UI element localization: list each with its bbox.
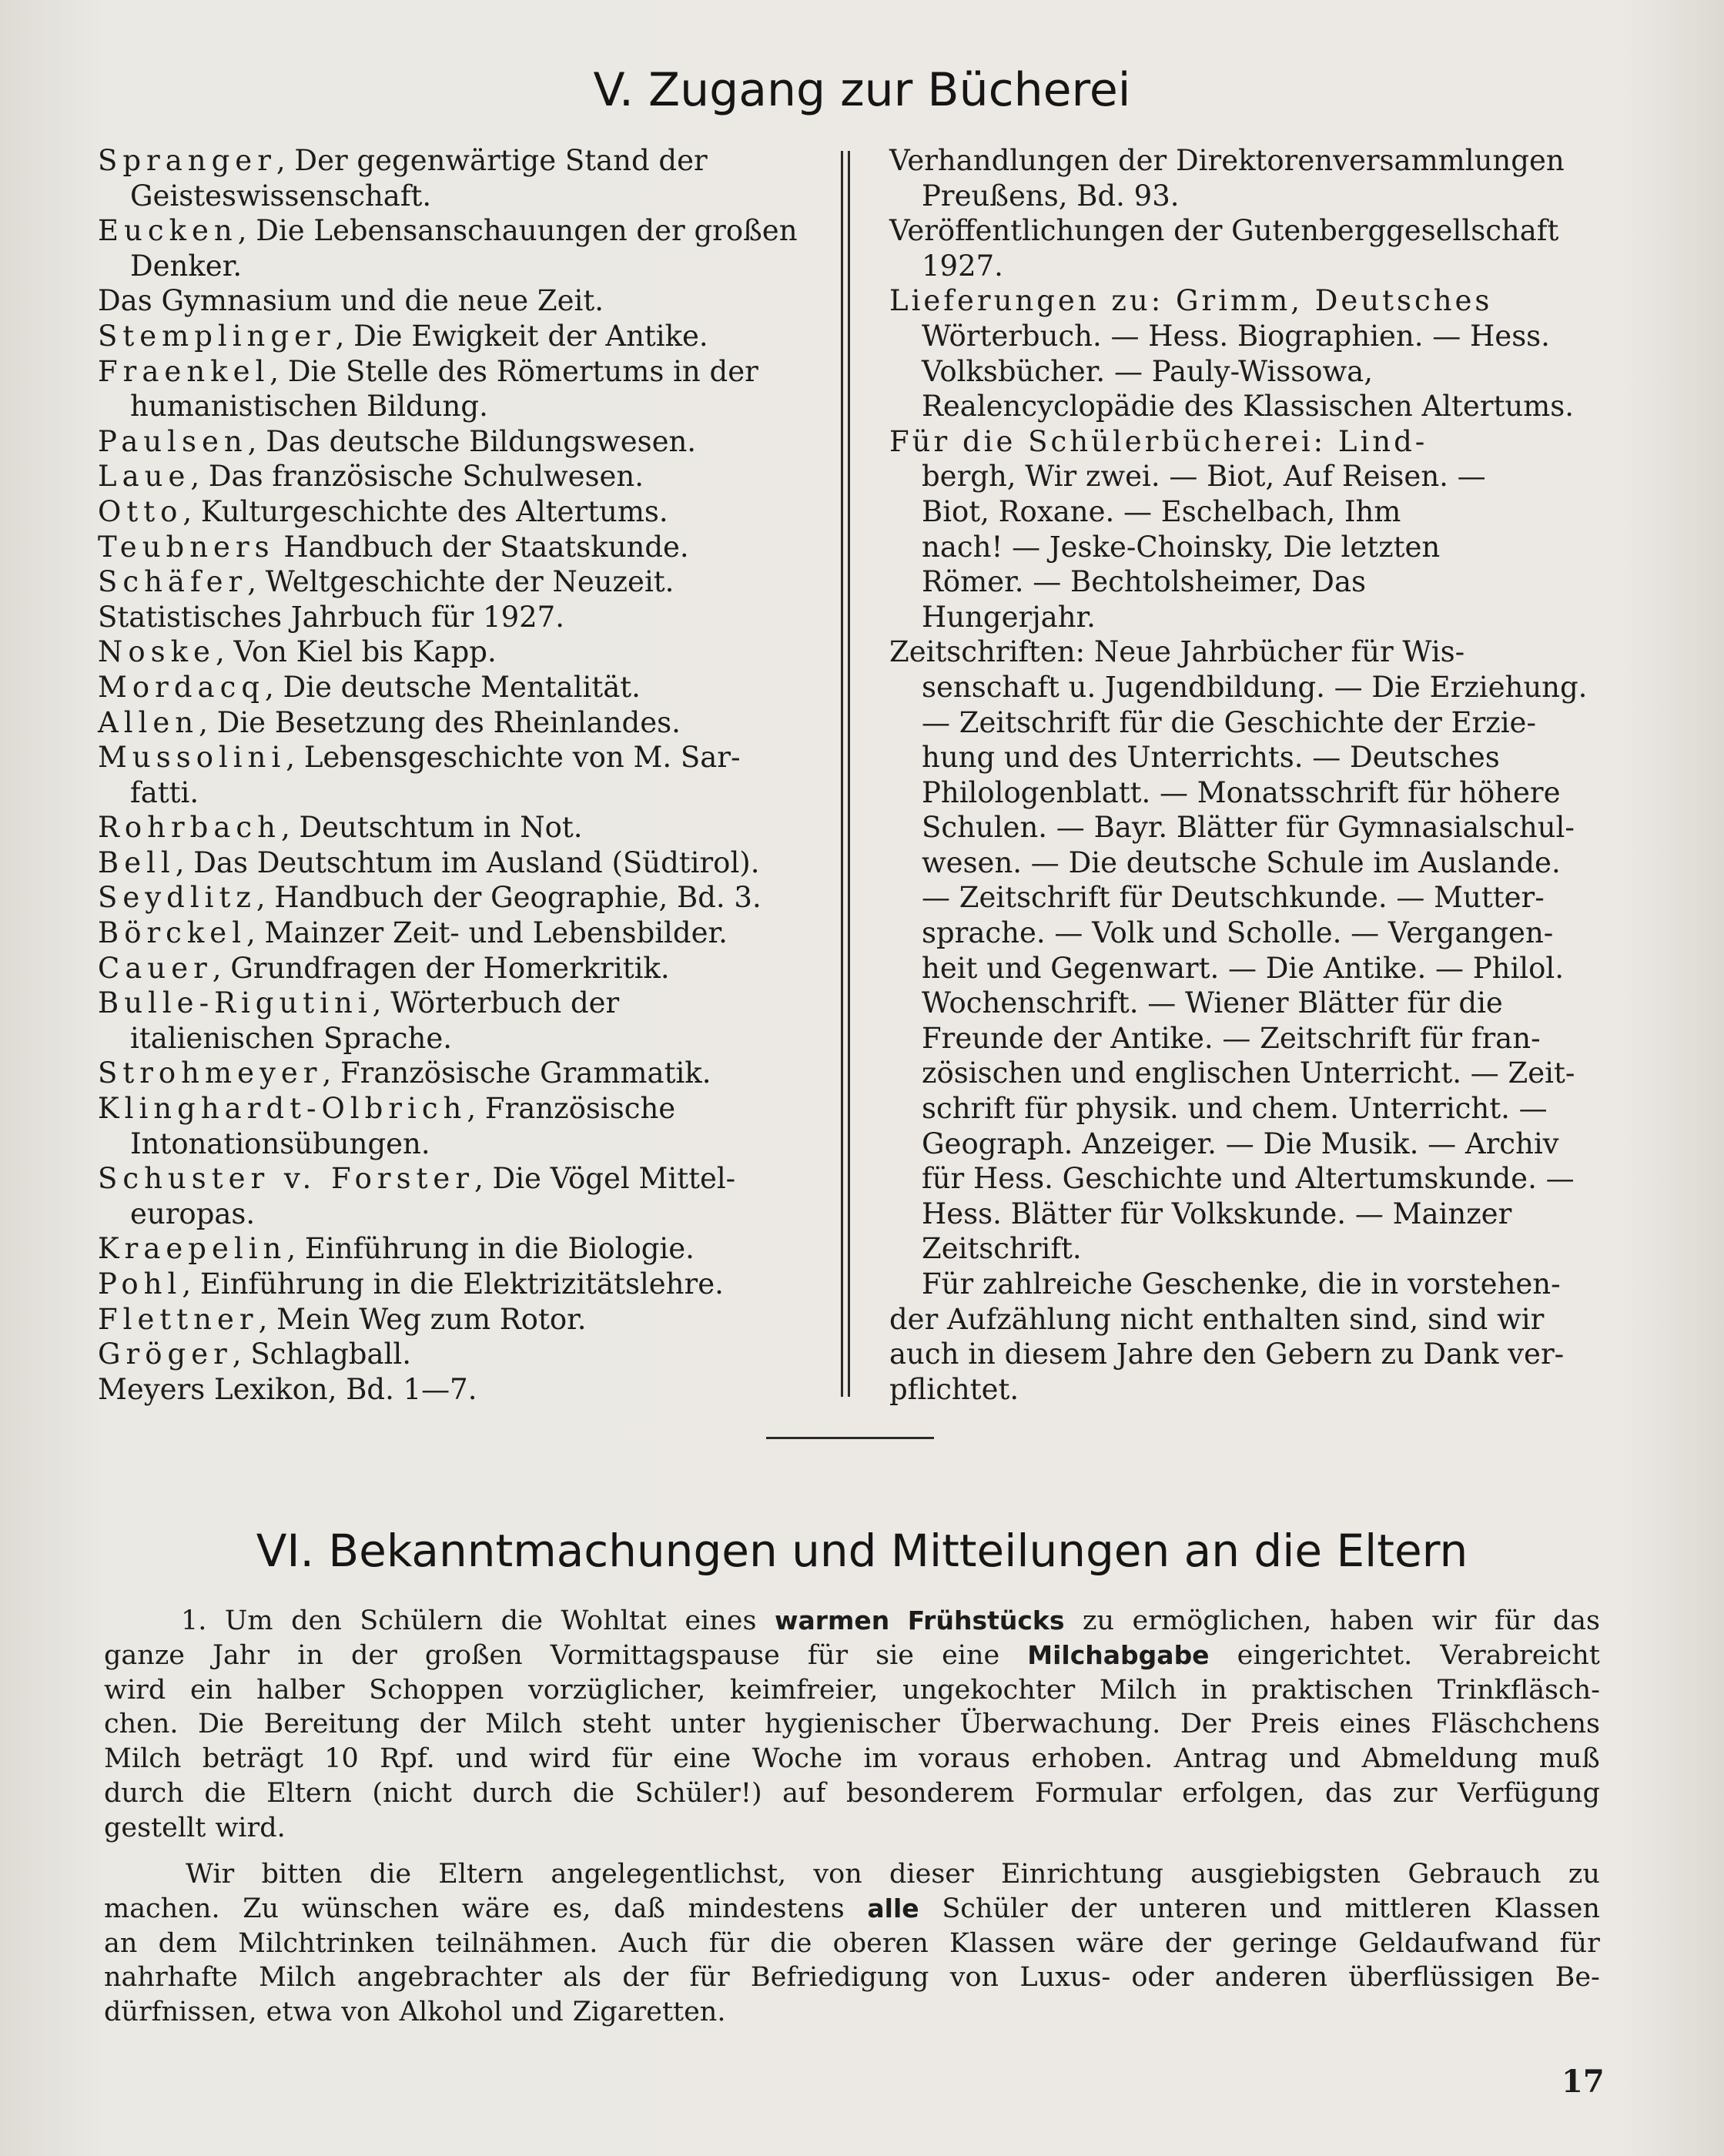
left-list-line — [98, 564, 806, 600]
entry-text: , Mainzer Zeit- und Lebensbilder. — [246, 916, 728, 950]
left-list-line — [98, 670, 806, 705]
right-list-line: heit und Gegenwart. — Die Antike. — Philol. — [922, 951, 1564, 985]
author-name: Allen — [98, 705, 199, 739]
right-list-line: Realencyclopädie des Klassischen Altertums. — [922, 390, 1574, 424]
left-list-line — [98, 354, 806, 390]
right-list-line: hung und des Unterrichts. — Deutsches — [922, 741, 1500, 775]
left-list-line — [98, 986, 806, 1021]
left-list-line — [98, 845, 806, 881]
entry-text: , Die Besetzung des Rheinlandes. — [199, 705, 681, 739]
column-divider — [841, 151, 850, 1397]
entry-text: , Schlagball. — [232, 1337, 411, 1371]
left-list-line — [98, 1021, 806, 1056]
paragraph-line: wird ein halber Schoppen vorzüglicher, keimfreier, ungekochter Milch in praktischen Trinkfläsch- — [104, 1674, 1600, 1706]
right-list-line: Zeitschrift. — [922, 1232, 1082, 1266]
right-list-line: Wörterbuch. — Hess. Biographien. — Hess. — [922, 319, 1550, 353]
left-list-line — [98, 1302, 806, 1337]
entry-text: , Deutschtum in Not. — [280, 811, 583, 845]
left-list-line — [98, 1056, 806, 1091]
entry-text: , Französische — [467, 1092, 676, 1126]
paragraph-line: Wir bitten die Eltern angelegentlichst, von dieser Einrichtung ausgiebigsten Gebrauch zu — [186, 1859, 1600, 1890]
entry-text: humanistischen Bildung. — [130, 390, 488, 424]
author-name: Otto — [98, 494, 183, 528]
entry-text: , Die Ewigkeit der Antike. — [335, 319, 708, 353]
left-list-line — [98, 459, 806, 494]
right-list-line: Römer. — Bechtolsheimer, Das — [922, 565, 1367, 599]
author-name: Teubners — [98, 530, 275, 564]
author-name: Strohmeyer — [98, 1056, 323, 1090]
paragraph-line: dürfnissen, etwa von Alkohol und Zigaretten. — [104, 1997, 726, 2028]
left-list-line — [98, 810, 806, 845]
left-list-line — [98, 600, 806, 635]
left-list-line — [98, 1127, 806, 1162]
author-name: Laue — [98, 460, 191, 494]
entry-text: , Das französische Schulwesen. — [190, 460, 644, 494]
entry-text: , Die Stelle des Römertums in der — [269, 354, 758, 388]
author-name: Seydlitz — [98, 881, 256, 915]
entry-text: , Die deutsche Mentalität. — [265, 670, 641, 704]
left-list-line — [98, 283, 806, 319]
left-list-line — [98, 1267, 806, 1302]
left-column-book-list — [98, 143, 806, 1407]
right-list-line: sprache. — Volk und Scholle. — Vergangen- — [922, 916, 1554, 950]
right-list-line: nach! — Jeske-Choinsky, Die letzten — [922, 530, 1441, 564]
author-name: Kraepelin — [98, 1232, 287, 1266]
author-name: Klinghardt-Olbrich — [98, 1092, 467, 1126]
author-name: Mussolini — [98, 741, 286, 775]
right-list-line: — Zeitschrift für die Geschichte der Erzie- — [922, 705, 1536, 739]
entry-text: , Das Deutschtum im Ausland (Südtirol). — [175, 845, 760, 879]
right-list-line: Hess. Blätter für Volkskunde. — Mainzer — [922, 1197, 1512, 1230]
entry-text: , Einführung in die Biologie. — [286, 1232, 695, 1266]
right-list-line: Wochenschrift. — Wiener Blätter für die — [922, 986, 1503, 1020]
left-list-line — [98, 1372, 806, 1408]
author-name: Rohrbach — [98, 811, 281, 845]
entry-text: , Mein Weg zum Rotor. — [258, 1302, 587, 1336]
right-list-line: Freunde der Antike. — Zeitschrift für fran- — [922, 1021, 1541, 1055]
entry-text: Geisteswissenschaft. — [130, 179, 432, 213]
right-list-line: Verhandlungen der Direktorenversammlungen — [889, 144, 1565, 177]
author-name: Schäfer — [98, 565, 248, 599]
author-name: Cauer — [98, 951, 213, 985]
left-list-line — [98, 1091, 806, 1127]
author-name: Schuster v. Forster — [98, 1162, 475, 1196]
author-name: Spranger — [98, 144, 276, 177]
author-name: Eucken — [98, 214, 238, 248]
entry-text: , Weltgeschichte der Neuzeit. — [247, 565, 675, 599]
right-list-line: schrift für physik. und chem. Unterricht. — — [922, 1092, 1548, 1126]
entry-text: italienischen Sprache. — [130, 1021, 453, 1055]
left-list-line — [98, 1197, 806, 1232]
entry-text: , Von Kiel bis Kapp. — [215, 635, 497, 669]
left-list-line — [98, 319, 806, 354]
right-list-line: bergh, Wir zwei. — Biot, Auf Reisen. — — [922, 460, 1486, 494]
left-list-line — [98, 740, 806, 775]
right-list-line: Volksbücher. — Pauly-Wissowa, — [922, 354, 1374, 388]
right-list-line: senschaft u. Jugendbildung. — Die Erziehung. — [922, 670, 1588, 704]
entry-text: , Lebensgeschichte von M. Sar- — [286, 741, 741, 775]
author-name: Noske — [98, 635, 216, 669]
left-list-line — [98, 389, 806, 424]
left-list-line — [98, 249, 806, 284]
right-list-line: pflichtet. — [889, 1372, 1019, 1406]
right-list-line: zösischen und englischen Unterricht. — Zeit- — [922, 1056, 1575, 1090]
right-list-line: Lieferungen zu: Grimm, Deutsches — [889, 284, 1493, 318]
entry-text: , Kulturgeschichte des Altertums. — [182, 494, 668, 528]
author-name: Flettner — [98, 1302, 259, 1336]
entry-text: Denker. — [130, 249, 243, 283]
left-list-line — [98, 143, 806, 179]
entry-text: , Das deutsche Bildungswesen. — [247, 424, 697, 458]
paragraph-line: nahrhafte Milch angebrachter als der für Befriedigung von Luxus- oder anderen überflüssigen Be- — [104, 1962, 1600, 1994]
right-list-line: der Aufzählung nicht enthalten sind, sind wir — [889, 1302, 1545, 1336]
left-list-line — [98, 775, 806, 811]
paragraph-line: 1. Um den Schülern die Wohltat eines warmen Frühstücks zu ermöglichen, haben wir für das — [181, 1605, 1600, 1636]
right-list-line: für Hess. Geschichte und Altertumskunde. — — [922, 1162, 1575, 1196]
paragraph-line: ganze Jahr in der großen Vormittagspause für sie eine Milchabgabe eingerichtet. Verabreicht — [104, 1639, 1600, 1671]
entry-text: Intonationsübungen. — [130, 1127, 430, 1160]
author-name: Börckel — [98, 916, 247, 950]
right-list-line: Veröffentlichungen der Gutenberggesellschaft — [889, 214, 1559, 248]
author-name: Gröger — [98, 1337, 233, 1371]
section-6-title: VI. Bekanntmachungen und Mitteilungen an die Eltern — [256, 1525, 1468, 1577]
right-list-line: Für zahlreiche Geschenke, die in vorstehen- — [922, 1267, 1561, 1301]
section-separator-rule — [766, 1437, 934, 1439]
left-list-line — [98, 530, 806, 565]
entry-text: Meyers Lexikon, Bd. 1—7. — [98, 1372, 477, 1406]
section-5-title: V. Zugang zur Bücherei — [593, 63, 1131, 117]
entry-text: , Einführung in die Elektrizitätslehre. — [182, 1267, 724, 1301]
entry-text: , Grundfragen der Homerkritik. — [212, 951, 670, 985]
right-column-book-list — [889, 143, 1598, 1407]
author-name: Fraenkel — [98, 354, 270, 388]
paragraph-line: gestellt wird. — [104, 1812, 286, 1843]
left-list-line — [98, 1337, 806, 1372]
right-list-line: wesen. — Die deutsche Schule im Auslande. — [922, 845, 1561, 879]
entry-text: , Französische Grammatik. — [322, 1056, 711, 1090]
right-list-line: Hungerjahr. — [922, 600, 1096, 634]
author-name: Mordacq — [98, 670, 265, 704]
left-list-line — [98, 951, 806, 986]
left-list-line — [98, 634, 806, 670]
entry-text: , Wörterbuch der — [372, 986, 620, 1020]
author-name: Stemplinger — [98, 319, 336, 353]
author-name: Pohl — [98, 1267, 182, 1301]
left-list-line — [98, 494, 806, 530]
page-number: 17 — [1562, 2064, 1605, 2100]
author-name: Bell — [98, 845, 176, 879]
paragraph-line: chen. Die Bereitung der Milch steht unter hygienischer Überwachung. Der Preis eines Fläschchens — [104, 1709, 1600, 1740]
right-list-line: Für die Schülerbücherei: Lind- — [889, 424, 1428, 458]
right-list-line: Preußens, Bd. 93. — [922, 179, 1180, 213]
left-list-line — [98, 1231, 806, 1267]
right-list-line: 1927. — [922, 249, 1003, 283]
left-list-line — [98, 179, 806, 214]
left-list-line — [98, 424, 806, 460]
author-name: Bulle-Rigutini — [98, 986, 373, 1020]
right-list-line: Geograph. Anzeiger. — Die Musik. — Archiv — [922, 1127, 1559, 1160]
entry-text: , Die Vögel Mittel- — [474, 1162, 736, 1196]
entry-text: Statistisches Jahrbuch für 1927. — [98, 600, 564, 634]
right-list-line: Zeitschriften: Neue Jahrbücher für Wis- — [889, 635, 1465, 669]
right-list-line: auch in diesem Jahre den Gebern zu Dank ver- — [889, 1337, 1565, 1371]
left-list-line — [98, 705, 806, 741]
entry-text: , Der gegenwärtige Stand der — [276, 144, 708, 177]
entry-text: europas. — [130, 1197, 256, 1230]
left-list-line — [98, 916, 806, 951]
right-list-line: — Zeitschrift für Deutschkunde. — Mutter- — [922, 881, 1545, 915]
entry-text: , Die Lebensanschauungen der großen — [237, 214, 798, 248]
paragraph-milk-program — [104, 1604, 1600, 1846]
paragraph-line: Milch beträgt 10 Rpf. und wird für eine Woche im voraus erhoben. Antrag und Abmeldung muß — [104, 1743, 1600, 1775]
paragraph-parents-request — [104, 1857, 1600, 2030]
paragraph-line: durch die Eltern (nicht durch die Schüler!) auf besonderem Formular erfolgen, das zur Verfügung — [104, 1777, 1600, 1809]
left-list-line — [98, 213, 806, 249]
author-name: Paulsen — [98, 424, 248, 458]
paragraph-line: machen. Zu wünschen wäre es, daß mindestens alle Schüler der unteren und mittleren Klassen — [104, 1893, 1600, 1924]
right-list-line: Biot, Roxane. — Eschelbach, Ihm — [922, 494, 1401, 528]
right-list-line: Philologenblatt. — Monatsschrift für höhere — [922, 775, 1561, 809]
left-list-line — [98, 1161, 806, 1197]
entry-text: Das Gymnasium und die neue Zeit. — [98, 284, 604, 318]
paragraph-line: an dem Milchtrinken teilnähmen. Auch für die oberen Klassen wäre der geringe Geldaufwand für — [104, 1927, 1600, 1959]
entry-text: Handbuch der Staatskunde. — [274, 530, 689, 564]
left-list-line — [98, 880, 806, 916]
entry-text: , Handbuch der Geographie, Bd. 3. — [256, 881, 762, 915]
right-list-line: Schulen. — Bayr. Blätter für Gymnasialschul- — [922, 811, 1575, 845]
entry-text: fatti. — [130, 775, 199, 809]
